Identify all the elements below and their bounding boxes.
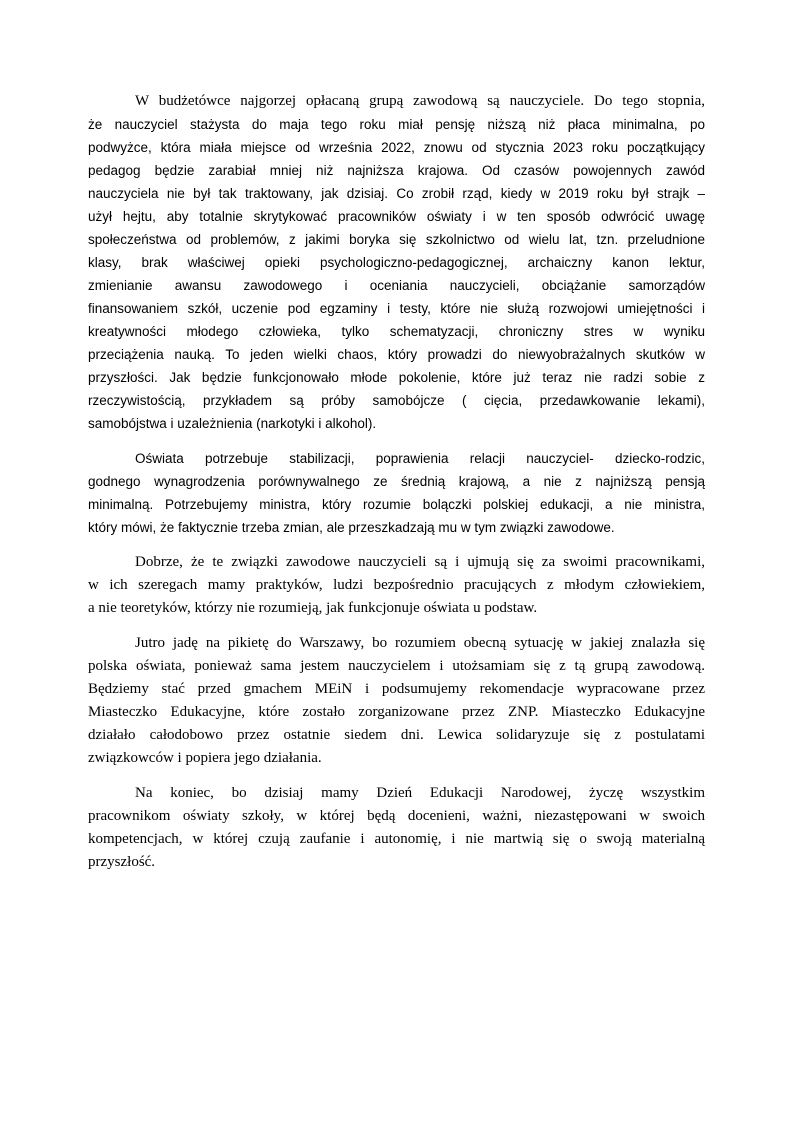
- text-line: a nie teoretyków, którzy nie rozumieją, jak funkcjonuje oświata u podstaw.: [88, 600, 538, 616]
- text-line: polska oświata, ponieważ sama jestem nauczycielem i utożsamiam się z tą grupą zawodową.: [88, 658, 705, 674]
- text-line: użył hejtu, aby totalnie skrytykować pracowników oświaty i w ten sposób odwrócić uwagę: [88, 209, 705, 224]
- paragraph-pikieta: [88, 632, 705, 770]
- text-line: nauczyciela nie był tak traktowany, jak dzisiaj. Co zrobił rząd, kiedy w 2019 roku był strajk –: [88, 186, 705, 201]
- text-line: W budżetówce najgorzej opłacaną grupą zawodową są nauczyciele. Do tego stopnia,: [135, 93, 705, 109]
- text-line: Oświata potrzebuje stabilizacji, poprawienia relacji nauczyciel- dziecko-rodzic,: [135, 451, 705, 466]
- text-line: pedagog będzie zarabiał mniej niż najniższa krajowa. Od czasów powojennych zawód: [88, 163, 705, 178]
- text-line: przyszłość.: [88, 854, 156, 870]
- text-line: kompetencjach, w której czują zaufanie i autonomię, i nie martwią się o swoją materialną: [88, 831, 705, 847]
- text-line: w ich szeregach mamy praktyków, ludzi bezpośrednio pracujących z młodym człowiekiem,: [88, 577, 705, 593]
- paragraph-dzien-edukacji: [88, 782, 705, 874]
- text-line: podwyżce, która miała miejsce od września 2022, znowu od stycznia 2023 roku początkujący: [88, 140, 705, 155]
- text-line: działało całodobowo przez ostatnie siedem dni. Lewica solidaryzuje się z postulatami: [88, 727, 705, 743]
- text-line: Dobrze, że te związki zawodowe nauczycieli są i ujmują się za swoimi pracownikami,: [135, 554, 705, 570]
- text-line: godnego wynagrodzenia porównywalnego ze średnią krajową, a nie z najniższą pensją: [88, 474, 705, 489]
- text-line: społeczeństwa od problemów, z jakimi boryka się szkolnictwo od wielu lat, tzn. przeludnione: [88, 232, 705, 247]
- text-line: który mówi, że faktycznie trzeba zmian, ale przeszkadzają mu w tym związki zawodowe.: [88, 520, 615, 535]
- text-line: zmienianie awansu zawodowego i oceniania nauczycieli, obciążanie samorządów: [88, 278, 705, 293]
- text-line: finansowaniem szkół, uczenie pod egzaminy i testy, które nie służą rozwojowi umiejętności i: [88, 301, 705, 316]
- text-line: minimalną. Potrzebujemy ministra, który rozumie bolączki polskiej edukacji, a nie ministra,: [88, 497, 705, 512]
- text-line: klasy, brak właściwej opieki psychologiczno-pedagogicznej, archaiczny kanon lektur,: [88, 255, 705, 270]
- text-line: Na koniec, bo dzisiaj mamy Dzień Edukacji Narodowej, życzę wszystkim: [135, 785, 705, 801]
- text-line: Miasteczko Edukacyjne, które zostało zorganizowane przez ZNP. Miasteczko Edukacyjne: [88, 704, 705, 720]
- text-line: pracownikom oświaty szkoły, w której będą docenieni, ważni, niezastępowani w swoich: [88, 808, 705, 824]
- text-line: kreatywności młodego człowieka, tylko schematyzacji, chroniczny stres w wyniku: [88, 324, 705, 339]
- text-line: przyszłości. Jak będzie funkcjonowało młode pokolenie, które już teraz nie radzi sobie z: [88, 370, 705, 385]
- document-body: [88, 90, 705, 886]
- text-line: Będziemy stać przed gmachem MEiN i podsumujemy rekomendacje wypracowane przez: [88, 681, 705, 697]
- paragraph-zwiazki: [88, 551, 705, 620]
- text-line: samobójstwa i uzależnienia (narkotyki i alkohol).: [88, 416, 377, 431]
- text-line: że nauczyciel stażysta do maja tego roku miał pensję niższą niż płaca minimalna, po: [88, 117, 705, 132]
- text-line: Jutro jadę na pikietę do Warszawy, bo rozumiem obecną sytuację w jakiej znalazła się: [135, 635, 705, 651]
- text-line: przeciążenia nauką. To jeden wielki chaos, który prowadzi do niewyobrażalnych skutków w: [88, 347, 705, 362]
- text-line: rzeczywistością, przykładem są próby samobójcze ( cięcia, przedawkowanie lekami),: [88, 393, 705, 408]
- paragraph-oswiata: [88, 447, 705, 539]
- text-line: związkowców i popiera jego działania.: [88, 750, 322, 766]
- paragraph-budzetowka: [88, 90, 705, 435]
